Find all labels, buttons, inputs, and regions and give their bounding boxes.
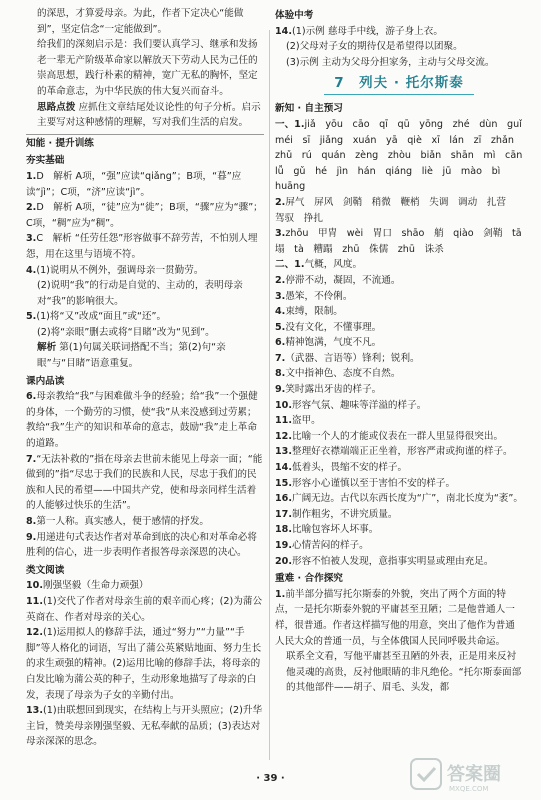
watermark-text: 答案圈 (447, 764, 501, 785)
item-number: 2. (275, 274, 286, 286)
watermark-sub: MXQE.COM (449, 785, 489, 793)
answer-line (275, 366, 523, 382)
answer-text: (3)示例 主动为父母分担家务，主动与父母交流。 (286, 56, 495, 68)
answer-text: zhōu 甲胄 wèi 胃口 shāo 艄 qiào 剑鞘 tā 塌 tà 糟蹋 zhū 侏儒 zhū 诛杀 (275, 228, 532, 255)
answer-line (275, 24, 523, 40)
answer-line (275, 522, 523, 538)
answer-line (26, 263, 264, 279)
item-number: 9. (26, 531, 37, 543)
answer-line (26, 169, 264, 200)
section-heading: 知能 · 提升训练 (26, 134, 264, 152)
item-number: 5. (26, 311, 37, 323)
answer-line (26, 37, 264, 99)
answer-text: 联系全文看，写他平庸甚至丑陋的外表，正是用来反衬他灵魂的高贵，反衬他眼睛的非凡绝伦。“托尔斯泰面部的其他部件——胡子、眉毛、头发，都 (286, 651, 522, 694)
answer-text: 第(1)句属关联词搭配不当；第(2)句“亲眼”与“目睹”语意重复。 (37, 342, 226, 370)
answer-text: 心情苦闷的样子。 (292, 540, 369, 551)
answer-text: (2)说明“我”的行动是自觉的、主动的，表明母亲对“我”的影响很大。 (37, 280, 243, 307)
answer-text: 盗甲。 (292, 415, 321, 427)
answer-text: 比喻一个人的才能或仪表在一群人里显得很突出。 (292, 430, 504, 442)
answer-text: 低着头，畏缩不安的样子。 (292, 462, 408, 474)
item-number: 5. (275, 321, 286, 333)
answer-text: D 解析 A项，“强”应读“qiǎng”；B项，“暮”应读“jì”；C项，“济”应读“jì”。 (26, 170, 242, 198)
answer-text: 文中指神色、态度不自然。 (285, 368, 401, 380)
item-number: 6. (275, 337, 286, 349)
answer-line (26, 325, 264, 341)
answer-text: (1)交代了作者对母亲生前的艰辛而心疼；(2)为蒲公英商在、作者对母亲的关心。 (26, 595, 263, 623)
item-number: 二、1. (275, 259, 305, 271)
answer-text: 屏气 屏风 剑鞘 稍微 鞭梢 失调 调动 扎营 驾驭 挣扎 (275, 196, 516, 224)
answer-text: (2)将“亲眼”删去或将“目睹”改为“见到”。 (37, 326, 215, 338)
answer-text: 前半部分描写托尔斯泰的外貌，突出了两个方面的特点，一是托尔斯泰外貌的平庸甚至丑陋；二是他普通人一样，很普通。作者这样描写他的用意，突出了他作为普通人民大众的普通一员，与全体俄国人民同呼吸共命运。 (275, 588, 515, 647)
section-heading: 体验中考 (275, 10, 314, 21)
item-number: 10. (275, 399, 292, 411)
answer-line (275, 320, 523, 336)
answer-text: 形容小心谨慎以至于害怕不安的样子。 (292, 477, 456, 489)
answer-line (275, 335, 523, 351)
answer-text: 没有文化，不懂事理。 (285, 321, 382, 333)
answer-text: 给我们的深刻启示是：我们要认真学习、继承和发扬老一辈无产阶级革命家以解放天下劳动人民为己任的崇高思想，践行朴素的精神，宽广无私的胸怀，坚定的革命意志，为中华民族的伟大复兴而奋斗。 (37, 39, 258, 97)
answer-text: 笑时露出牙齿的样子。 (285, 384, 382, 396)
answer-text: 整理好衣襟端端正正坐着，形容严肃或拘谨的样子。 (292, 446, 513, 458)
item-number: 8. (26, 516, 37, 527)
watermark-logo-icon (409, 756, 527, 794)
answer-text: 的深思，才算爱母亲。为此，作者下定决心“能做到”，坚定信念“一定能做到”。 (37, 8, 244, 35)
answer-line (275, 351, 523, 367)
answer-line (275, 476, 523, 492)
answer-text: C 解析 “任劳任怨”形容做事不辞劳苦，不怕别人埋怨，用在这里与语境不符。 (26, 233, 258, 260)
answer-line (26, 278, 264, 309)
item-number: 6. (26, 391, 37, 403)
answer-line (275, 39, 523, 55)
section-heading: 重难 · 合作探究 (275, 573, 343, 585)
answer-line (275, 398, 523, 414)
item-number: 2. (26, 202, 37, 214)
answer-line (26, 389, 264, 451)
item-number: 3. (26, 233, 37, 245)
section-heading: 类文阅读 (26, 564, 65, 576)
answer-line (26, 100, 264, 131)
answer-line (26, 340, 264, 371)
answer-text: (1)由联想回到现实，在结构上与开头照应；(2)升华主旨，赞美母亲刚强坚毅、无私奉献的品质；(3)表达对母亲深深的思念。 (26, 705, 263, 748)
item-number: 9. (275, 384, 286, 396)
item-number: 13. (275, 446, 292, 458)
answer-line (275, 444, 523, 460)
answer-line (275, 195, 523, 226)
answer-line (26, 578, 264, 594)
item-number: 1. (275, 588, 286, 600)
answer-text: (2)父母对子女的期待仅是希望得以团聚。 (286, 41, 463, 53)
answer-line (275, 304, 523, 320)
answer-text: 停滞不动，凝固，不流通。 (285, 274, 401, 286)
answer-text: 气概，风度。 (304, 259, 363, 271)
answer-line (26, 594, 264, 625)
answer-line (275, 538, 523, 554)
answer-text: 广阔无边。古代以东西长度为“广”，南北长度为“袤”。 (292, 493, 523, 505)
item-number: 19. (275, 540, 292, 551)
answer-line (275, 55, 523, 71)
answer-text: D 解析 A项，“徒”应为“徙”；B项，“骤”应为“骤”；C项，“稠”应为“稠”。 (26, 202, 263, 229)
item-number: 13. (26, 705, 43, 717)
item-number: 3. (275, 290, 286, 302)
answer-line (275, 429, 523, 445)
section-heading: 新知 · 自主预习 (275, 103, 343, 115)
answer-text: 形容不怕被人发现，意指事实明显或理由充足。 (292, 555, 494, 567)
answer-text: (1)将“又”改成“面且”或“还”。 (36, 311, 167, 323)
answer-line (26, 703, 264, 750)
answer-text: （武器、言语等）锋利；锐利。 (285, 352, 420, 364)
column-divider (269, 30, 270, 760)
answer-line (275, 273, 523, 289)
answer-line (275, 413, 523, 429)
item-number: 7. (26, 453, 37, 465)
answer-text: 第一人称。真实感人，便于感情的抒发。 (36, 516, 210, 527)
answer-line (275, 649, 523, 696)
answer-line (275, 460, 523, 476)
answer-text: 束缚，限制。 (285, 306, 343, 318)
answer-line (275, 257, 523, 273)
answer-text: 比喻包容坏人坏事。 (292, 524, 379, 536)
answer-line (26, 200, 264, 231)
item-number: 16. (275, 493, 292, 505)
item-number: 11. (275, 415, 292, 427)
answer-text: 母亲教给“我”与困难做斗争的经验；给“我”一个强健的身体，一个勤劳的习惯，使“我”从来没感到过劳累；教给“我”生产的知识和革命的意志，鼓励“我”走上革命的道路。 (26, 391, 258, 450)
answer-line (275, 382, 523, 398)
lesson-title (275, 74, 523, 98)
answer-line (26, 6, 264, 37)
item-number: 10. (26, 580, 43, 592)
answer-text: 刚强坚毅（生命力顽强） (43, 580, 149, 592)
answer-line (275, 507, 523, 523)
item-number: 12. (26, 627, 43, 639)
answer-text: (1)示例 慈母手中线，游子身上衣。 (292, 25, 443, 37)
item-number: 1. (26, 170, 37, 182)
answer-text: 制作粗劣，不讲究质量。 (292, 508, 398, 520)
answer-text: 用递进句式表达作者对革命到底的决心和对革命必将胜利的信心，进一步表明作者报答母亲深恩的决心。 (26, 531, 257, 559)
item-number: 4. (26, 264, 37, 276)
answer-line (26, 309, 264, 325)
answer-line (26, 452, 264, 514)
answer-tag: 解析 (37, 342, 57, 354)
item-number: 15. (275, 477, 292, 489)
answer-text: (1)说明从不例外，强调母亲一贯勤劳。 (36, 264, 204, 276)
answer-text: jiǎ yōu cāo qī qū yōng zhé dùn guǐ méi sī jiǎng xuán yā qiè xī lán zī zhǎn zhǔ rú quán zèng zhòu biǎn shān mì cān lǚ gǔ hé jìn hán qiáng liè jū mào bì huāng (275, 118, 532, 193)
item-number: 一、1. (275, 118, 305, 130)
answer-text: 愚笨，不伶俐。 (285, 290, 353, 302)
item-number: 18. (275, 524, 292, 536)
left-column (26, 6, 264, 750)
answer-text: 应抓住文章结尾处议论性的句子分析。启示主要写对这种感情的理解，写对我们生活的启发。 (37, 101, 261, 129)
lesson-title-text: 7 列夫 · 托尔斯泰 (324, 74, 473, 95)
answer-line (275, 554, 523, 570)
item-number: 14. (275, 462, 292, 474)
item-number: 14. (275, 25, 292, 37)
answer-line (275, 491, 523, 507)
answer-line (275, 587, 523, 649)
answer-line (275, 289, 523, 305)
watermark (409, 756, 527, 794)
item-number: 17. (275, 508, 292, 520)
item-number: 7. (275, 352, 286, 364)
item-number: 20. (275, 555, 292, 567)
answer-line (275, 117, 532, 195)
answer-line (26, 530, 264, 561)
answer-text: 精神饱满，气度不凡。 (285, 337, 382, 349)
answer-line (26, 514, 264, 530)
right-column (275, 6, 532, 696)
answer-line (26, 231, 264, 262)
item-number: 4. (275, 306, 286, 318)
item-number: 12. (275, 430, 292, 442)
answer-line (275, 226, 532, 257)
answer-tag: 思路点拨 (37, 101, 76, 113)
answer-text: 形容气氛、趣味等洋溢的样子。 (292, 399, 427, 411)
section-heading: 课内品读 (26, 375, 65, 387)
page-number: · 39 · (256, 773, 285, 784)
item-number: 11. (26, 595, 43, 607)
item-number: 3. (275, 228, 286, 240)
item-number: 2. (275, 196, 286, 208)
answer-text: (1)运用拟人的修辞手法，通过“努力”“力量”“手脚”等人格化的词语，写出了蒲公英紧贴地面、努力生长的求生顽强的精神。(2)运用比喻的修辞手法，将母亲的白发比喻为蒲公英的种子，生动形象地描写了母亲的白发，表现了母亲为子女的辛勤付出。 (26, 627, 262, 701)
item-number: 8. (275, 368, 286, 380)
answer-text: “无法补救的”指在母亲去世前未能见上母亲一面；“能做到的”指“尽忠于我们的民族和人民，尽忠于我们的民族和人民的希望——中国共产党，使和母亲同样生活着的人能够过快乐的生活”。 (26, 453, 263, 512)
answer-line (26, 625, 264, 703)
section-heading: 夯实基础 (26, 155, 65, 167)
